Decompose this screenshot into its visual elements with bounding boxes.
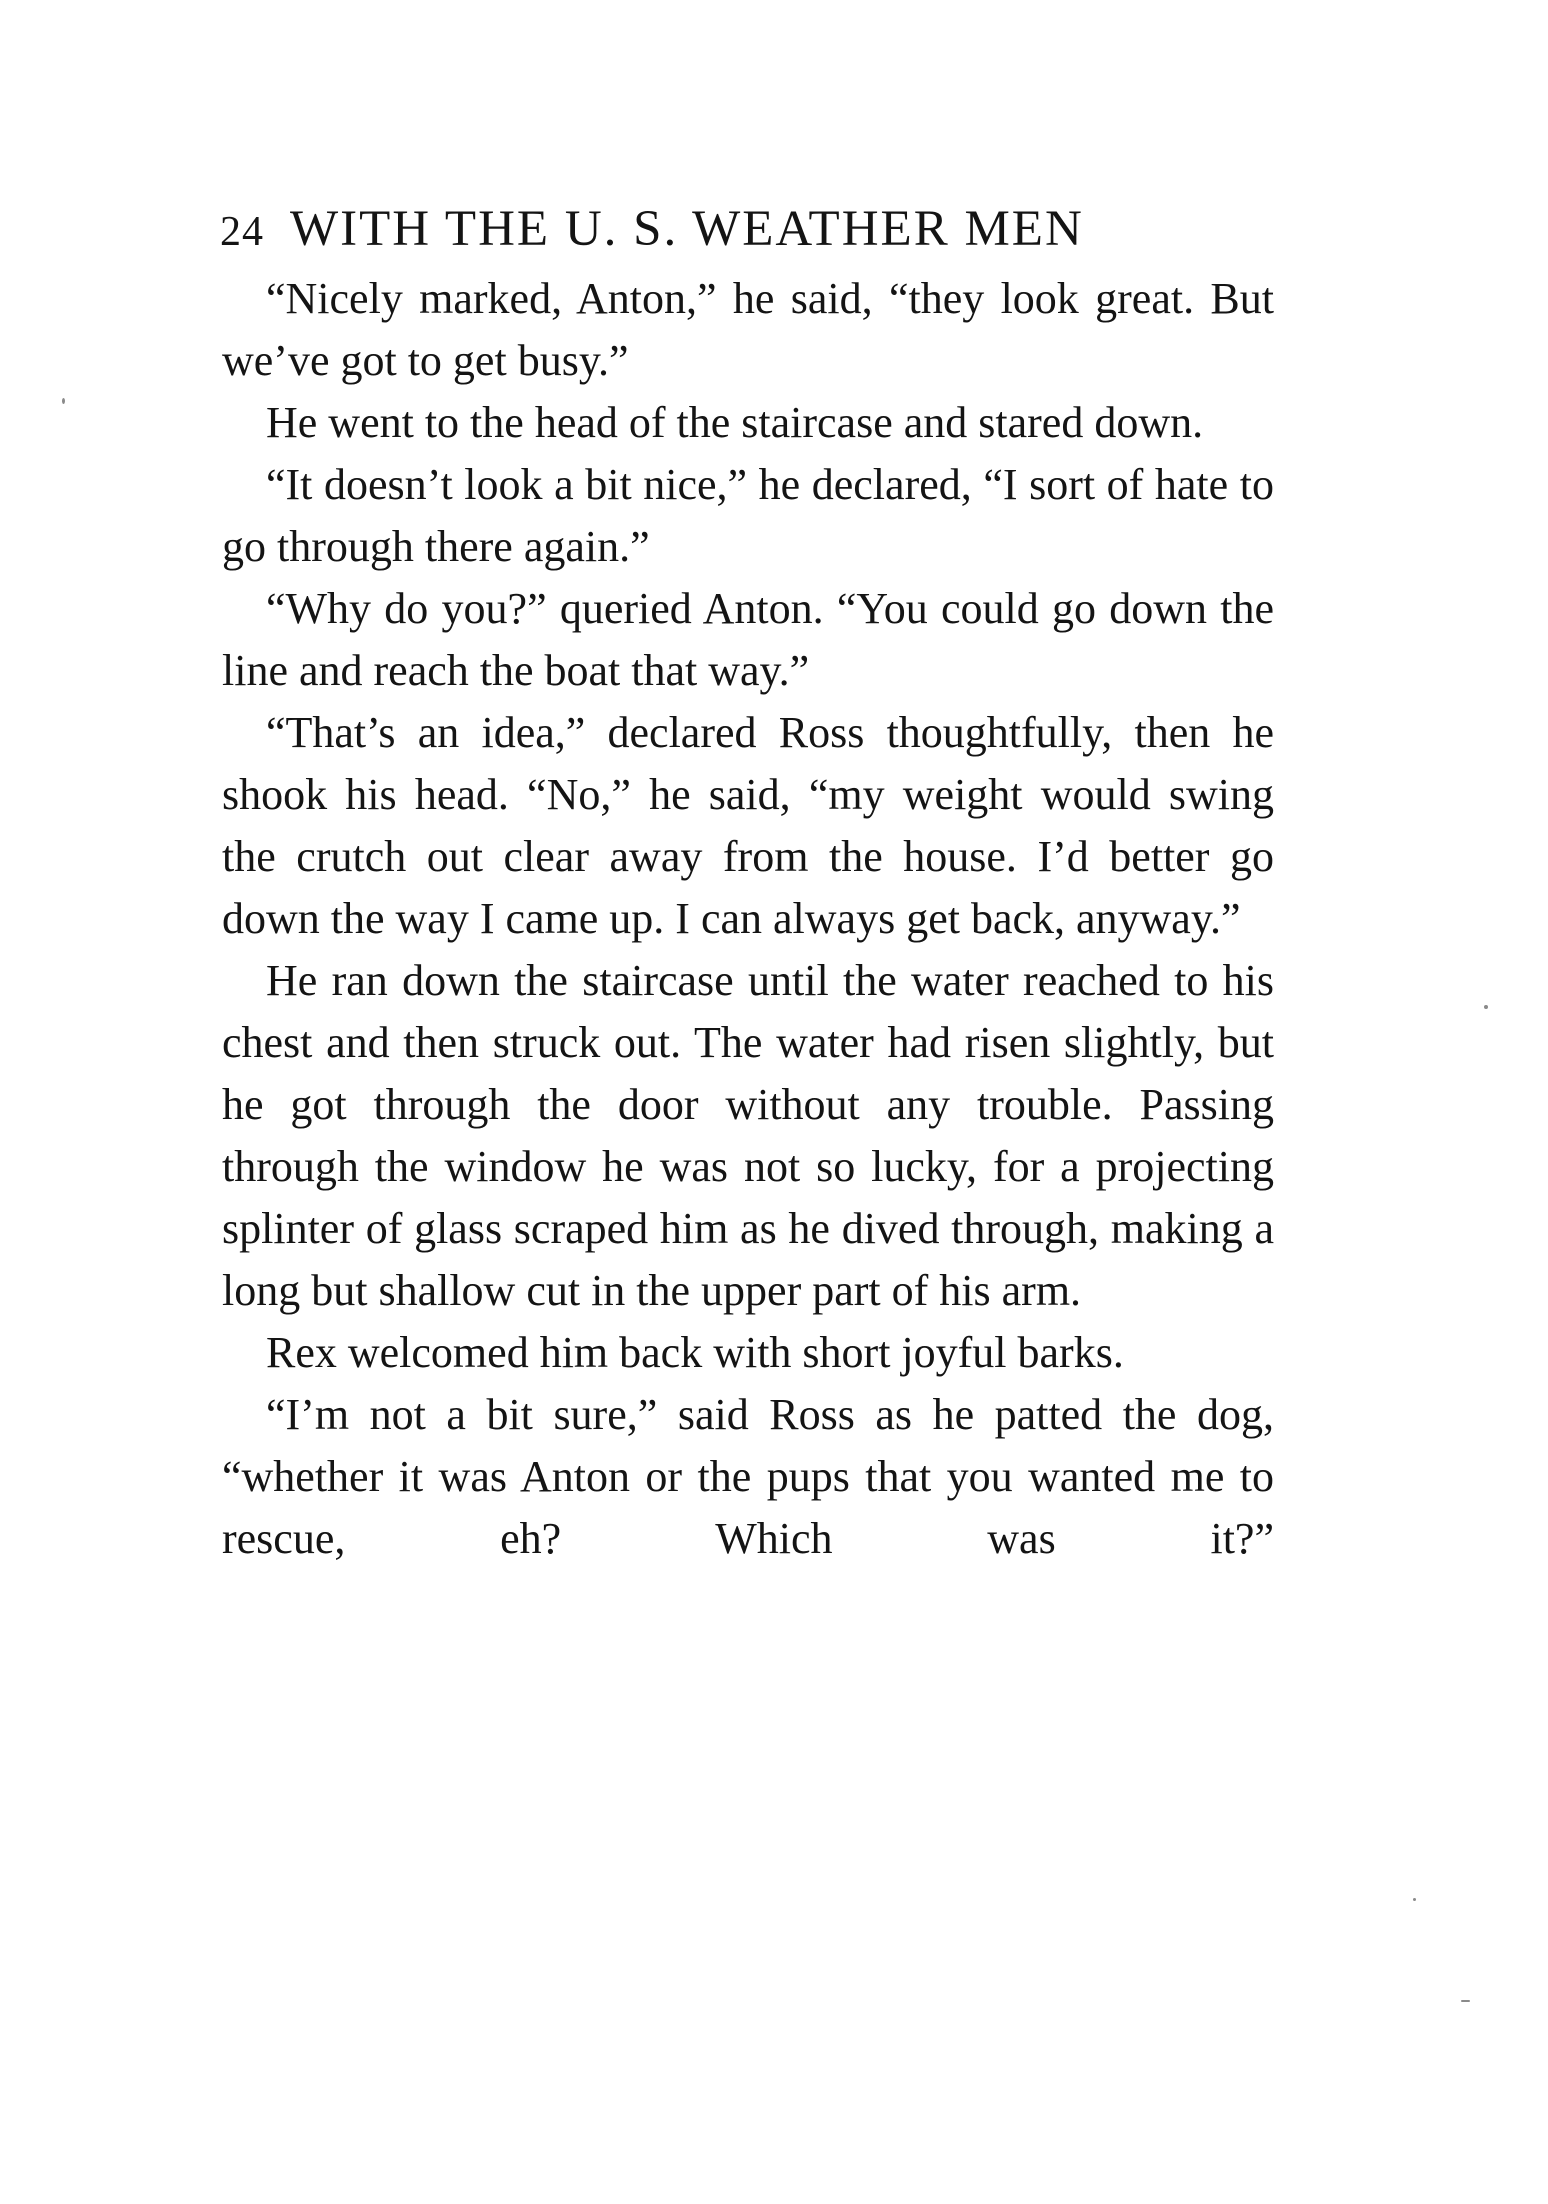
paper-speck xyxy=(1413,1898,1416,1901)
running-head xyxy=(220,194,1278,264)
running-title: WITH THE U. S. WEATHER MEN xyxy=(290,201,1084,257)
paragraph: “Nicely marked, Anton,” he said, “they look great. But we’ve got to get busy.” xyxy=(222,274,1274,385)
paper-speck xyxy=(62,398,65,404)
paper-speck xyxy=(1461,2000,1470,2002)
paragraph: He went to the head of the staircase and stared down. xyxy=(266,398,1204,447)
paragraph: “I’m not a bit sure,” said Ross as he patted the dog, “whether it was Anton or the pups that you wanted me to rescue, eh? Which was it?” xyxy=(222,1390,1274,1563)
paragraph: Rex welcomed him back with short joyful barks. xyxy=(266,1328,1124,1377)
page-number: 24 xyxy=(220,209,264,255)
paragraph: “That’s an idea,” declared Ross thoughtfully, then he shook his head. “No,” he said, “my weight would swing the crutch out clear away from the house. I’d better go down the way I came up. I can always get back, anyway.” xyxy=(222,708,1274,943)
paragraph: “It doesn’t look a bit nice,” he declared, “I sort of hate to go through there again.” xyxy=(222,460,1274,571)
paragraph: He ran down the staircase until the water reached to his chest and then struck out. The water had risen slightly, but he got through the door without any trouble. Passing through the window he was not so lucky, for a projecting splinter of glass scraped him as he dived through, making a long but shallow cut in the upper part of his arm. xyxy=(222,956,1274,1315)
paper-speck xyxy=(1484,1005,1488,1009)
paragraph: “Why do you?” queried Anton. “You could go down the line and reach the boat that way.” xyxy=(222,584,1274,695)
body-text xyxy=(222,268,1274,1570)
